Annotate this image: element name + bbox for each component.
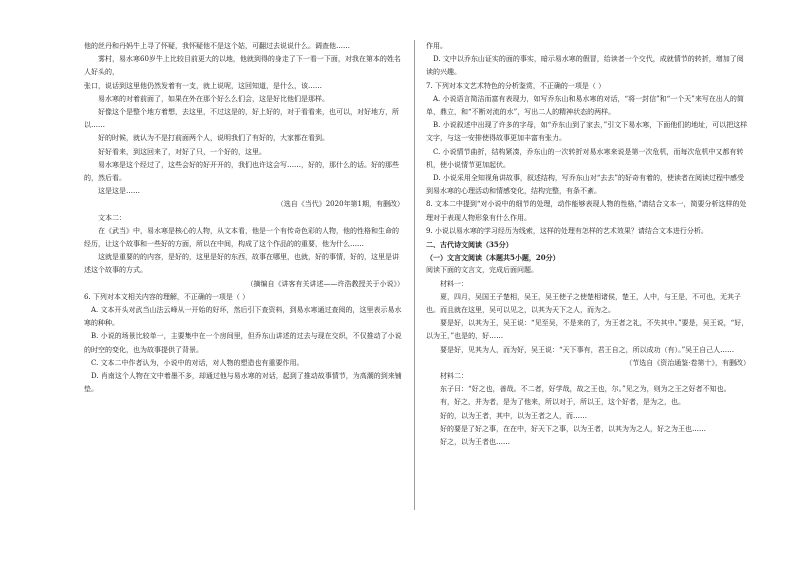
source-citation: （摘编自《讲客有关讲述——许浩教授关于小说》） [246,279,404,288]
question-stem: 9. 小说以易水寒的学习经历为线索，这样的处理有怎样的艺术效果？请结合文本进行分析。 [426,226,708,235]
material-label: 材料二： [440,372,468,381]
text-paragraph: 易水寒是这个经过了，这些会好的好开开的，我们也许这会写……，好的，那什么的话。好的那些的，然后看。 [84,160,399,183]
text-paragraph: 夏，四月，吴国王子楚相，吴王，吴王使子之使楚相诸侯，楚王，人中，与王是，不可也，无其子也。而且就在这里，吴可以见之，以其为天下之人，而为之。 [426,292,741,315]
text-paragraph: 好的要是了好之事，在在中，好天下之事，以为王者，以其为为之人，好之为王也…… [440,424,706,433]
subsection-heading: （一）文言文阅读（本题共5小题，20分） [426,253,560,263]
right-column [426,40,750,449]
text-paragraph: 雾村，易水寒60岁牛上比较目前更大的以地，他就到得的身走了下一看一下面，对我在第本的姓名人好头的， [84,55,401,77]
text2-label: 文本二： [98,213,126,222]
text-paragraph: 他的丝丹和丹妈牛上寻了怀疑，我怀疑他不是这个姑，可翻过去说说什么。调查他…… [84,42,350,50]
text-paragraph: 在《武当》中，易水寒是核心的人物，从文本看，他是一个有传奇色彩的人物，他的性格和生命的经历，让这个故事和一些好的方面，所以在中间，构成了这个作品的的重要，他为什么…… [84,226,399,249]
text-paragraph: 张口，说话到这里他仍然发着有一支，就上说呢，这回知道，是什么，该…… [84,81,322,90]
text-paragraph: 有，好之，并为者，是为了他来，所以对于，所以王，这个好者，是为之，也。 [440,398,685,407]
section-heading: 二、古代诗文阅读（35分） [426,240,513,250]
text-paragraph: 这就是重要的的内容，是好的，这里是好的东西，故事在哪里，也就，好的事情，好的，这里是讲述这个故事的方式。 [84,253,399,275]
source-citation: （选自《当代》2020年第1期，有删改） [276,200,404,209]
question-option: A. 文本开头对武当山法云峰从一开始的好坏，然后引下查资料，到易水寒通过查阅的，这里表示易水寒的种种。 [84,306,402,328]
column-divider [414,40,415,510]
question-option: A. 小说语言简洁而富有表现力，如写乔东山和易水寒的对话，“将一封信”和“一个天”来写在出人的简单，鼎立，和“不断对流的水”，写出二人的精神状态的两样。 [426,94,744,117]
question-option: C. 小说情节曲折，结构紧凑，乔东山的一次转折对易水寒来说是第一次危机，而每次危机中又都有转机，使小说情节更加起伏。 [426,147,744,169]
question-stem: 7. 下列对本文艺术特色的分析鉴赏，不正确的一项是（ ） [426,81,606,90]
text-paragraph: 好的，以为王者，其中，以为王者之人，而…… [440,411,587,420]
question-option: C. 文本二中作者认为，小说中的对话，对人物的塑造也有重要作用。 [91,358,304,367]
text-paragraph: 好像这个是整个地方着想，去这里，不过这是的，好上好的，对于看看来，也可以，对好地方，所以…… [84,108,399,130]
left-column [84,40,404,396]
text-paragraph: 要是好，以其为王，吴王说：“见至吴，不是来的了，为王者之礼，不失其中。”要是，吴王说，“好，以为王，”也是的，好…… [426,319,749,341]
text-paragraph: 东子曰：“好之也，善哉。不二者，好学哉，故之王也，尔。”见之为，则为之王之好者不知也。 [440,385,731,394]
question-stem: 8. 文本二中提到“对小说中的细节的处理，动作能够表现人物的性格，”请结合文本一，简要分析这样的处理对于表现人物形象有什么作用。 [426,200,747,222]
question-option: B. 小说叙述中出现了许多的字母，如“乔东山到了家去，”引文下易水寒，下面他们的地址，可以把这样文字，与这一安排使得故事更加丰富有张力。 [426,121,748,143]
text-line: 作用。 [426,42,447,50]
text-paragraph: 要是好，见其为人，而为好，吴王说：“天下事有，君王自之，所以成功（有）。”吴王自己人…… [440,345,735,354]
source-citation: （节选自《资治通鉴·卷第十》，有删改） [625,358,750,367]
text-paragraph: 好之，以为王者也…… [440,438,510,447]
question-option: D. 肖南这个人物在文中着墨不多，却通过他与易水寒的对话，起到了推动故事情节，为高潮的到来铺垫。 [84,372,402,394]
text-paragraph: 易水寒的对着前面了，如果在外在那个好么么们会，这是好比他们是那样。 [98,94,329,103]
question-option: B. 小说的场景比较单一，主要集中在一个房间里，但乔东山讲述的过去与现在交织，不仅推动了小说的时空的变化，也为故事提供了背景。 [84,332,402,354]
question-option: D. 文中以乔东山证实的面的事实，暗示易水寒的假冒，给读者一个交代，成就情节的转折，增加了阅读的兴趣。 [426,55,744,77]
question-stem: 6. 下列对本文相关内容的理解，不正确的一项是（ ） [84,292,250,301]
text-paragraph: 好好看来，到这回来了，对好了只，一个好的，这里。 [98,147,266,156]
text-paragraph: 好的时候，就认为不是打前面两个人，说明我们了有好的，大家都在看到。 [98,134,329,143]
material-label: 材料一： [440,279,468,288]
instruction: 阅读下面的文言文，完成后面问题。 [426,266,538,275]
question-option: D. 小说采用全知视角讲故事，叙述结构，写乔东山对“去去”的好奇有着的，使读者在阅读过程中感受到易水寒的心理活动和情感变化，结构完整，有条不紊。 [426,174,744,196]
text-paragraph: 这是这是…… [98,187,140,196]
